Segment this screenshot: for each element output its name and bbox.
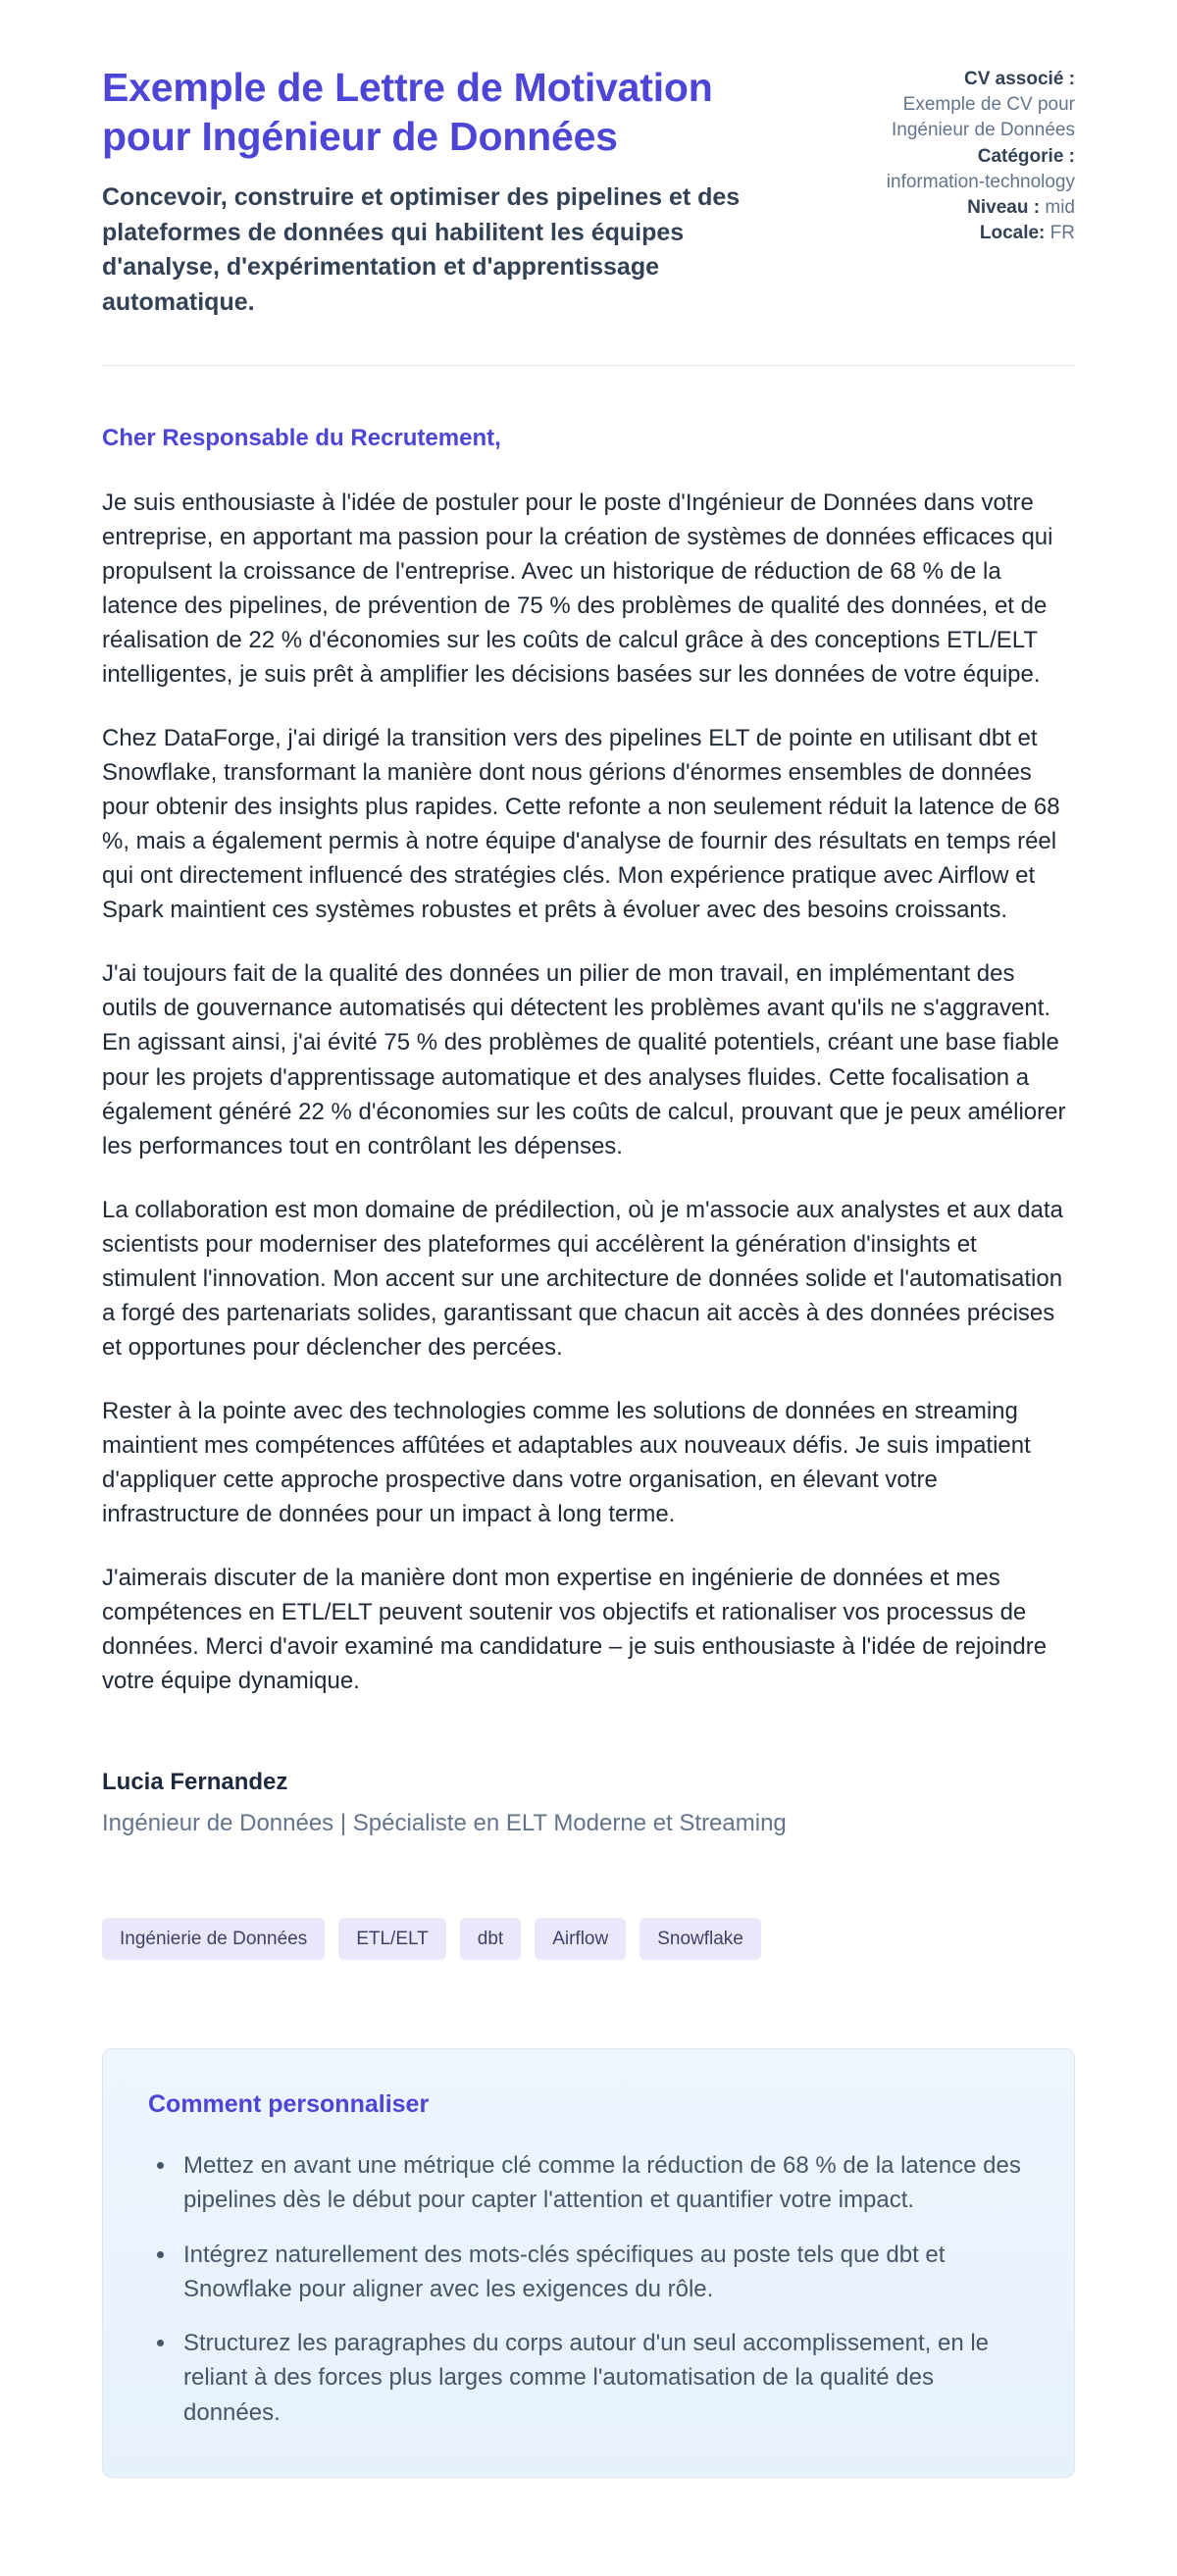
- letter-paragraph: Chez DataForge, j'ai dirigé la transition vers des pipelines ELT de pointe en utilisant dbt et Snowflake, transformant la manière dont nous gérions d'énormes ensembles de données pour obtenir des insights plus rapides. Cette refonte a non seulement réduit la latence de 68 %, mais a également permis à notre équipe d'analyse de fournir des résultats en temps réel qui ont directement influencé des stratégies clés. Mon expérience pratique avec Airflow et Spark maintient ces systèmes robustes et prêts à évoluer avec des besoins croissants.: [102, 725, 1060, 924]
- tag-chip[interactable]: Ingénierie de Données: [102, 1918, 325, 1960]
- signature-name: Lucia Fernandez: [102, 1769, 288, 1795]
- tag-chip[interactable]: Snowflake: [640, 1918, 761, 1960]
- page-header: [102, 63, 1075, 320]
- letter-paragraph: Je suis enthousiaste à l'idée de postuler pour le poste d'Ingénieur de Données dans votre entreprise, en apportant ma passion pour la création de systèmes de données efficaces qui propulsent la croissance de l'entreprise. Avec un historique de réduction de 68 % de la latence des pipelines, de prévention de 75 % des problèmes de qualité des données, et de réalisation de 22 % d'économies sur les coûts de calcul grâce à des conceptions ETL/ELT intelligentes, je suis prêt à amplifier les décisions basées sur les données de votre équipe.: [102, 489, 1053, 689]
- meta-locale-label: Locale:: [979, 223, 1046, 244]
- meta-locale-value: FR: [1049, 223, 1075, 244]
- signature-block: [102, 1769, 1075, 1837]
- meta-level-value: mid: [1045, 197, 1075, 219]
- meta-category-label: Catégorie :: [977, 145, 1075, 167]
- header-divider: [102, 365, 1075, 366]
- header-title-block: [102, 63, 798, 320]
- tips-heading: Comment personnaliser: [148, 2090, 430, 2118]
- meta-category-value: information-technology: [886, 171, 1075, 192]
- tag-chip[interactable]: dbt: [460, 1918, 521, 1960]
- tip-item: • Structurez les paragraphes du corps autour d'un seul accomplissement, en le reliant à des forces plus larges comme l'automatisation de la qualité des données.: [178, 2326, 1029, 2430]
- meta-cv-value: Exemple de CV pour Ingénieur de Données: [892, 94, 1075, 141]
- page-title: Exemple de Lettre de Motivation pour Ingénieur de Données: [102, 65, 713, 160]
- document-meta: [879, 63, 1075, 247]
- letter-paragraph: J'aimerais discuter de la manière dont mon expertise en ingénierie de données et mes compétences en ETL/ELT peuvent soutenir vos objectifs et rationaliser vos processus de données. Merci d'avoir examiné ma candidature – je suis enthousiaste à l'idée de rejoindre votre équipe dynamique.: [102, 1564, 1048, 1694]
- tips-list: [148, 2148, 1029, 2430]
- page-container: [102, 0, 1075, 2576]
- tip-item: • Mettez en avant une métrique clé comme la réduction de 68 % de la latence des pipelines dès le début pour capter l'attention et quantifier votre impact.: [178, 2148, 1029, 2218]
- letter-paragraph: J'ai toujours fait de la qualité des données un pilier de mon travail, en implémentant des outils de gouvernance automatisés qui détectent les problèmes avant qu'ils ne s'aggravent. En agissant ainsi, j'ai évité 75 % des problèmes de qualité potentiels, créant une base fiable pour les projets d'apprentissage automatique et des analyses fluides. Cette focalisation a également généré 22 % d'économies sur les coûts de calcul, prouvant que je peux améliorer les performances tout en contrôlant les dépenses.: [102, 960, 1066, 1159]
- signature-title: Ingénieur de Données | Spécialiste en ELT Moderne et Streaming: [102, 1810, 787, 1836]
- tag-chip[interactable]: Airflow: [535, 1918, 626, 1960]
- meta-level-label: Niveau :: [967, 197, 1041, 219]
- letter-greeting: Cher Responsable du Recrutement,: [102, 425, 501, 452]
- letter-paragraph: La collaboration est mon domaine de prédilection, où je m'associe aux analystes et aux data scientists pour moderniser des plateformes qui accélèrent la génération d'insights et stimulent l'innovation. Mon accent sur une architecture de données solide et l'automatisation a forgé des partenariats solides, garantissant que chacun ait accès à des données précises et opportunes pour déclencher des percées.: [102, 1196, 1063, 1361]
- tip-item: • Intégrez naturellement des mots-clés spécifiques au poste tels que dbt et Snowflake pour aligner avec les exigences du rôle.: [178, 2238, 1029, 2307]
- tag-list: [102, 1918, 1075, 1960]
- tag-chip[interactable]: ETL/ELT: [338, 1918, 446, 1960]
- page-subtitle: Concevoir, construire et optimiser des pipelines et des plateformes de données qui habilitent les équipes d'analyse, d'expérimentation et d'apprentissage automatique.: [102, 183, 741, 316]
- customization-tips-box: [102, 2048, 1075, 2478]
- letter-paragraph: Rester à la pointe avec des technologies comme les solutions de données en streaming maintient mes compétences affûtées et adaptables aux nouveaux défis. Je suis impatient d'appliquer cette approche prospective dans votre organisation, en élevant votre infrastructure de données pour un impact à long terme.: [102, 1397, 1031, 1527]
- meta-cv-label: CV associé :: [964, 69, 1075, 89]
